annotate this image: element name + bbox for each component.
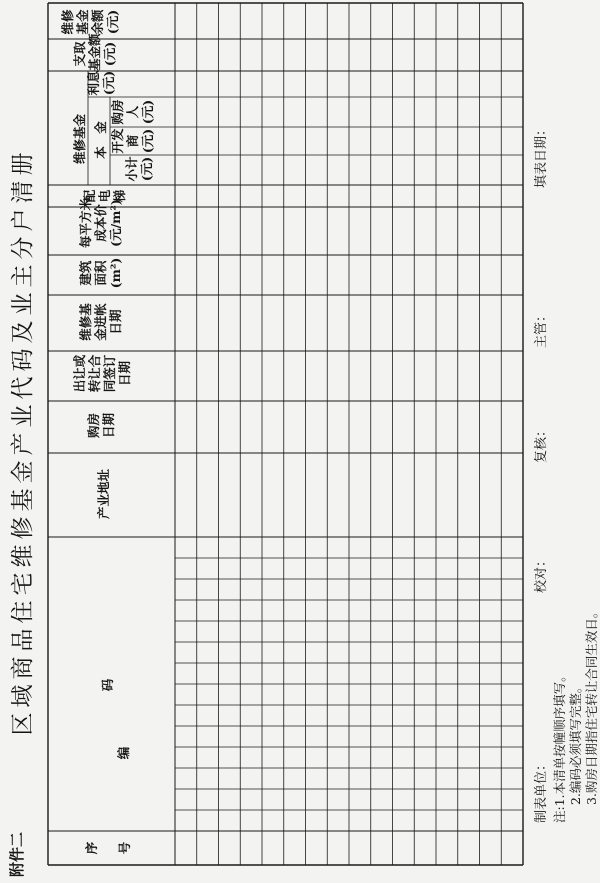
header-property-address: 产业地址 [96, 469, 111, 520]
footer-proofread: 校对： [534, 553, 549, 593]
header-fund-entry-date: 维修基 金进帐 日期 [78, 303, 123, 341]
header-subtotal: 小计 (元) [124, 156, 154, 182]
header-unit-cost: 每平方米 成本价 (元/m²) [78, 198, 123, 249]
footer-fill-date: 填表日期： [534, 122, 549, 188]
header-elevator: 配 电 梯 [82, 189, 127, 203]
footer-reviewed: 复核： [534, 423, 549, 463]
annex-label: 附件二 [8, 831, 26, 877]
page-title: 区域商品住宅维修基金产业代码及业主分户清册 [10, 147, 36, 736]
header-interest: 利息 (元) [86, 70, 116, 96]
header-withdrawn: 支取 基金额 (元) [72, 33, 117, 71]
note-1: 注:1.本清单按幢顺序填写。 [552, 669, 567, 823]
footer-prepared-by: 制表单位： [534, 757, 549, 823]
header-principal: 本 金 [93, 121, 108, 159]
footer-supervisor: 主管： [534, 308, 549, 348]
header-purchase-date: 购房 日期 [86, 413, 116, 439]
header-code-part1: 编 [116, 746, 131, 760]
header-seq: 序 号 [84, 841, 132, 855]
header-balance: 维修 基金 余额 (元) [60, 9, 120, 35]
note-2: 2.编码必须填写完整。 [568, 680, 583, 805]
header-contract-date: 出让或 转让合 同签订 日期 [72, 354, 132, 393]
header-buyer: 购房 人 (元) [110, 99, 155, 125]
note-3: 3.购房日期指住宅转让合同生效日。 [584, 605, 599, 805]
header-code-part2: 码 [100, 678, 115, 692]
header-maintenance-fund: 维修基金 [72, 114, 87, 165]
header-floor-area: 建筑 面积 (m²) [78, 257, 123, 289]
header-developer: 开发 商 (元) [110, 128, 155, 154]
